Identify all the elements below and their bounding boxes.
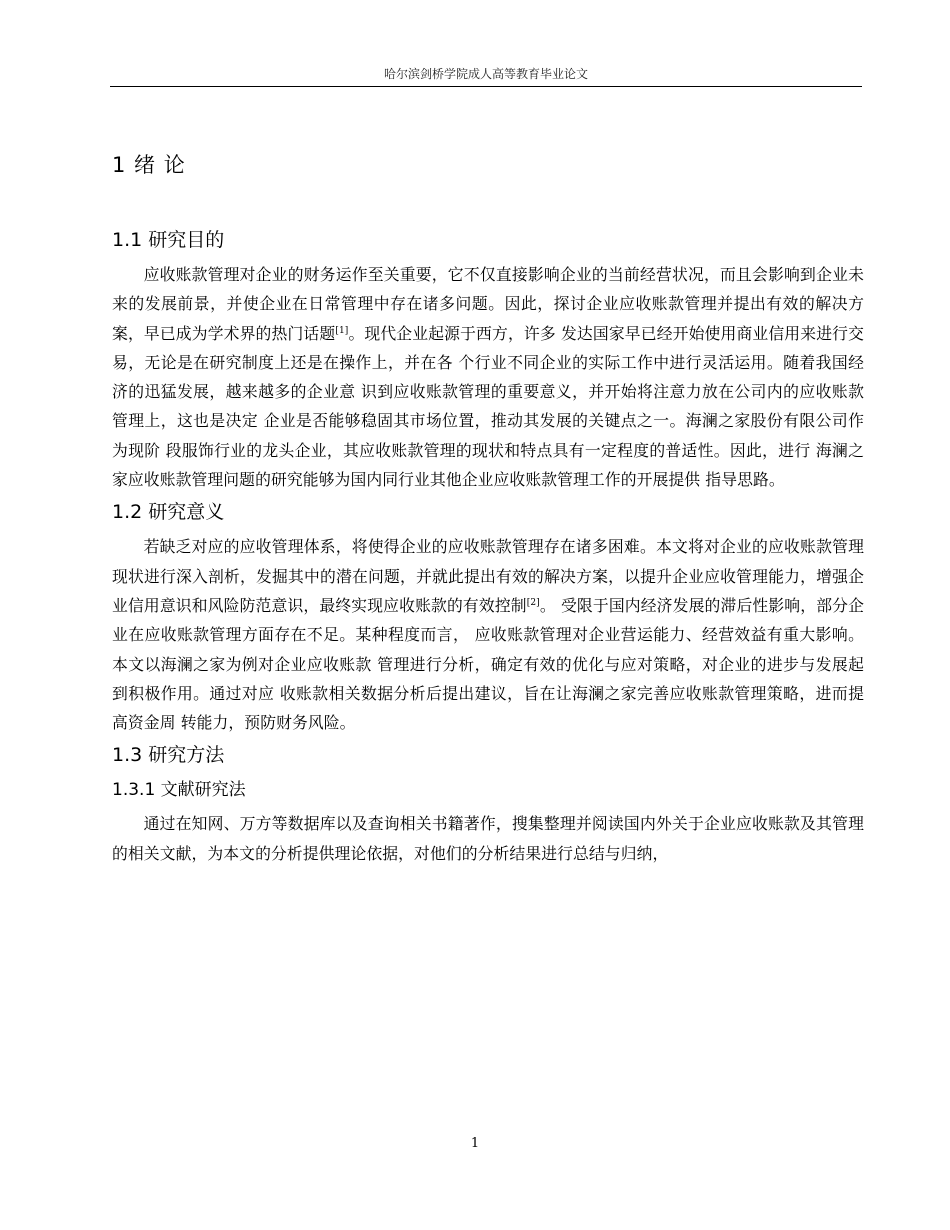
citation-1: [1] (335, 325, 349, 336)
paragraph-literature-method: 通过在知网、万方等数据库以及查询相关书籍著作，搜集整理并阅读国内外关于企业应收账款及其管理的相关文献，为本文的分析提供理论依据，对他们的分析结果进行总结与归纳， (112, 814, 864, 863)
header-rule (110, 86, 862, 87)
section-title-research-purpose: 1.1 研究目的 (112, 229, 225, 251)
chapter-title: 1 绪 论 (112, 153, 186, 177)
page-number: 1 (470, 1136, 480, 1151)
section-title-research-methods: 1.3 研究方法 (112, 744, 225, 767)
paragraph-research-significance (112, 532, 864, 737)
subsection-title-literature-method: 1.3.1 文献研究法 (112, 780, 246, 801)
citation-2: [2] (526, 597, 540, 608)
spacer (112, 184, 864, 222)
paragraph-text: 。 受限于国内经济发展的滞后性影响，部分企业在应收账款管理方面存在不足。某种程度而言， 应收账款管理对企业营运能力、经营效益有重大影响。本文以海澜之家为例对企业应收账款 管理进行分析，确定有效的优化与应对策略，对企业的进步与发展起到积极作用。通过对应 收账款相关数据分析后提出建议，旨在让海澜之家完善应收账款管理策略，进而提高资金周 转能力，预防财务风险。 (112, 595, 864, 733)
paragraph-text: 若缺乏对应的应收管理体系，将使得企业的应收账款管理存在诸多困难。本文将对企业的应收账款管理现状进行深入剖析，发掘其中的潜在问题，并就此提出有效的解决方案，以提升企业应收管理能力，增强企业信用意识和风险防范意识，最终实现应收账款的有效控制 (112, 537, 864, 615)
paragraph-text: 。现代企业起源于西方，许多 发达国家早已经开始使用商业信用来进行交易，无论是在研究制度上还是在操作上，并在各 个行业不同企业的实际工作中进行灵活运用。随着我国经济的迅猛发展，越来越多的企业意 识到应收账款管理的重要意义，并开始将注意力放在公司内的应收账款管理上，这也是决定 企业是否能够稳固其市场位置，推动其发展的关键点之一。海澜之家股份有限公司作为现阶 段服饰行业的龙头企业，其应收账款管理的现状和特点具有一定程度的普适性。因此，进行 海澜之家应收账款管理问题的研究能够为国内同行业其他企业应收账款管理工作的开展提供 指导思路。 (112, 323, 865, 490)
paragraph-text: 应收账款管理对企业的财务运作至关重要，它不仅直接影响企业的当前经营状况，而且会影响到企业未来的发展前景，并使企业在日常管理中存在诸多问题。因此，探讨企业应收账款管理并提出有效的解决方案，早已成为学术界的热门话题 (112, 265, 864, 343)
running-header: 哈尔滨剑桥学院成人高等教育毕业论文 (383, 67, 588, 81)
page-body (112, 140, 864, 868)
paragraph-research-purpose (112, 260, 864, 494)
section-title-research-significance: 1.2 研究意义 (112, 501, 225, 524)
